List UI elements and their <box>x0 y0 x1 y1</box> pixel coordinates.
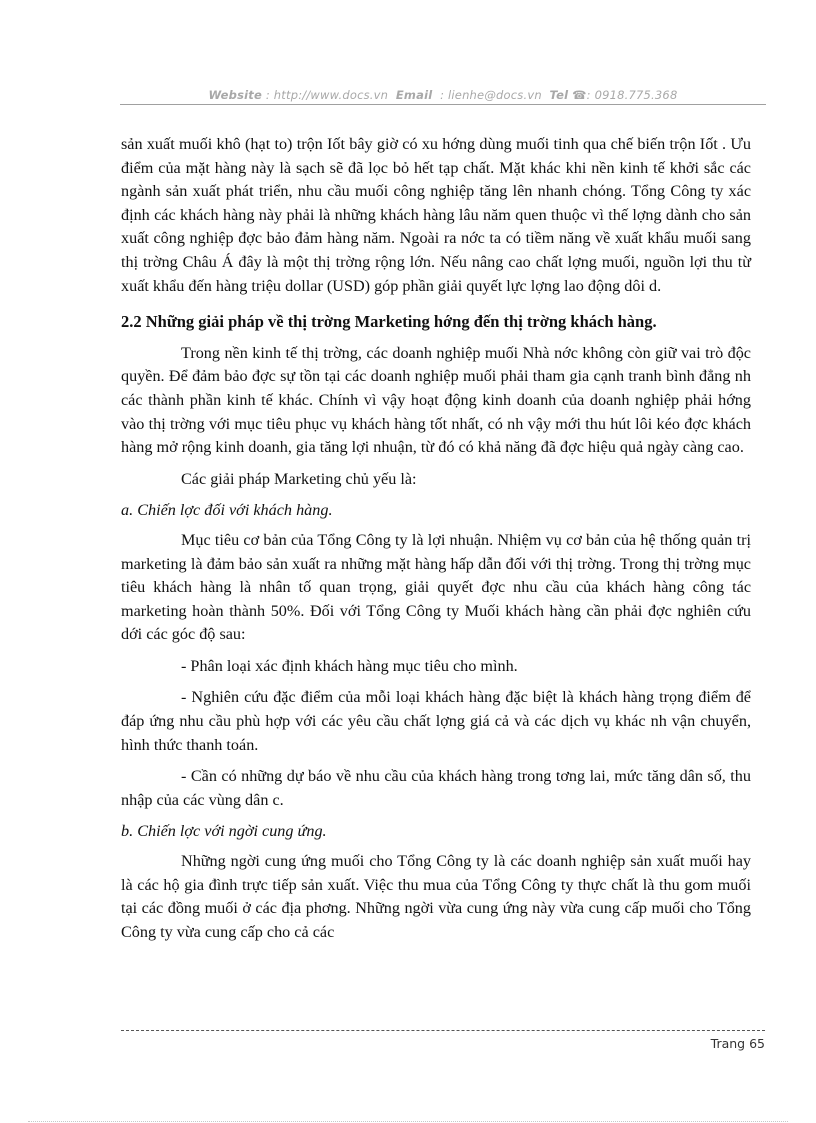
list-item-classify: - Phân loại xác định khách hàng mục tiêu cho mình. <box>181 656 518 675</box>
list-item-research: - Nghiên cứu đặc điểm của mỗi loại khách hàng đặc biệt là khách hàng trọng điểm để đáp ứng nhu cầu phù hợp với các yêu cầu chất lợng giá cả và các dịch vụ khác nh vận chuyển, hình thức thanh toán. <box>121 688 751 754</box>
paragraph-suppliers: Những ngời cung ứng muối cho Tổng Công ty là các doanh nghiệp sản xuất muối hay là các hộ gia đình trực tiếp sản xuất. Việc thu mua của Tổng Công ty thực chất là thu gom muối tại các đồng muối ở các địa phơng. Những ngời vừa cung ứng này vừa cung cấp muối cho Tổng Công ty vừa cung cấp cho cả các <box>121 852 751 941</box>
email-value: : lienhe@docs.vn <box>440 88 542 102</box>
paragraph-market: Trong nền kinh tế thị trờng, các doanh nghiệp muối Nhà nớc không còn giữ vai trò độc quyền. Để đảm bảo đợc sự tồn tại các doanh nghiệp muối phải tham gia cạnh tranh bình đẳng nh các thành phần kinh tế khác. Chính vì vậy hoạt động kinh doanh của doanh nghiệp phải hớng vào thị trờng với mục tiêu phục vụ khách hàng tốt nhất, có nh vậy mới thu hút lôi kéo đợc khách hàng mở rộng kinh doanh, gia tăng lợi nhuận, từ đó có khả năng đã đợc hiệu quả ngày càng cao. <box>121 343 751 457</box>
paragraph-objectives: Mục tiêu cơ bản của Tổng Công ty là lợi nhuận. Nhiệm vụ cơ bản của hệ thống quản trị marketing là đảm bảo sản xuất ra những mặt hàng hấp dẫn đối với thị trờng. Trong thị trờng mục tiêu khách hàng là nhân tố quan trọng, giải quyết đợc nhu cầu của khách hàng công tác marketing hoàn thành 50%. Đối với Tổng Công ty Muối khách hàng cần phải đợc nghiên cứu dới các góc độ sau: <box>121 530 751 644</box>
subheading-a: a. Chiến lợc đối với khách hàng. <box>121 501 333 520</box>
page-bottom-border <box>28 1121 788 1122</box>
list-item-forecast: - Cần có những dự báo về nhu cầu của khách hàng trong tơng lai, mức tăng dân số, thu nhập của các vùng dân c. <box>121 767 751 809</box>
page-number: Trang 65 <box>710 1036 765 1051</box>
website-value: : http://www.docs.vn <box>265 88 389 102</box>
header-divider <box>120 104 766 105</box>
page-header <box>120 88 766 102</box>
subheading-b: b. Chiến lợc với ngời cung ứng. <box>121 822 327 841</box>
paragraph-solutions-intro: Các giải pháp Marketing chủ yếu là: <box>181 469 417 488</box>
website-label: Website <box>208 88 262 102</box>
phone-icon: ☎ <box>572 88 587 102</box>
email-label: Email <box>395 88 433 102</box>
document-body <box>121 133 751 944</box>
section-heading: 2.2 Những giải pháp về thị trờng Marketing hớng đến thị trờng khách hàng. <box>121 312 657 332</box>
tel-value: : 0918.775.368 <box>586 88 678 102</box>
paragraph-continuation: sản xuất muối khô (hạt to) trộn Iốt bây giờ có xu hớng dùng muối tinh qua chế biến trộn Iốt . Ưu điểm của mặt hàng này là sạch sẽ đã lọc bỏ hết tạp chất. Mặt khác khi nền kinh tế khởi sắc các ngành sản xuất phát triển, nhu cầu muối công nghiệp tăng lên nhanh chóng. Tổng Công ty xác định các khách hàng này phải là những khách hàng lâu năm quen thuộc vì thế lợng dành cho sản xuất công nghiệp đợc bảo đảm hàng năm. Ngoài ra nớc ta có tiềm năng về xuất khẩu muối sang thị trờng Châu Á đây là một thị trờng rộng lớn. Nếu nâng cao chất lợng muối, nguồn lợi thu từ xuất khẩu đến hàng triệu dollar (USD) góp phần giải quyết lực lợng lao động dôi d. <box>121 135 751 295</box>
footer-divider <box>121 1030 765 1031</box>
tel-label: Tel <box>549 88 569 102</box>
